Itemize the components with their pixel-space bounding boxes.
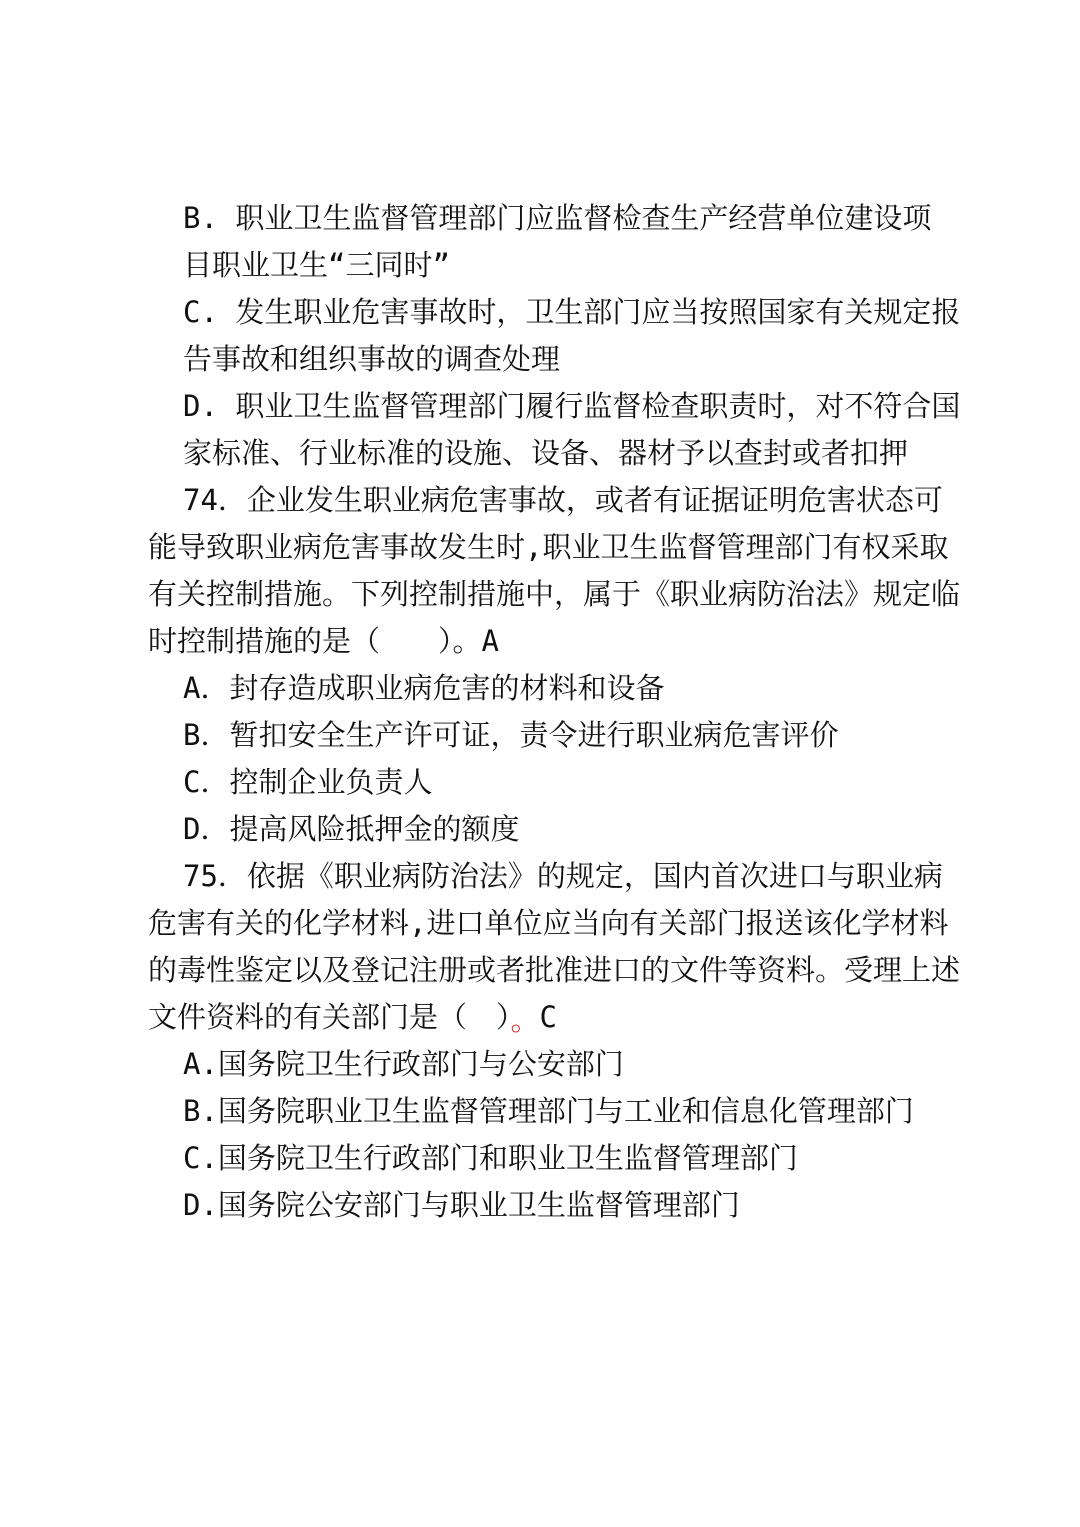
option-label: C． [183, 765, 230, 799]
q74-option-d [148, 806, 1008, 853]
option-label: B. [183, 1094, 218, 1128]
question-number: 75． [183, 859, 247, 893]
option-text: 国务院职业卫生监督管理部门与工业和信息化管理部门 [217, 1094, 914, 1128]
stem-line [148, 524, 1008, 571]
answer-key: C [539, 1000, 557, 1034]
stem-text: 的毒性鉴定以及登记注册或者批准进口的文件等资料。受理上述 [148, 953, 961, 987]
stem-text: 危害有关的化学材料,进口单位应当向有关部门报送该化学材料 [148, 906, 949, 940]
stem-text: 企业发生职业病危害事故，或者有证据证明危害状态可 [246, 483, 943, 517]
q75-option-d [148, 1182, 1008, 1229]
option-text: 国务院公安部门与职业卫生监督管理部门 [217, 1188, 740, 1222]
q74-option-a [148, 665, 1008, 712]
option-line [148, 195, 1008, 242]
q75-option-b [148, 1088, 1008, 1135]
document-body [148, 195, 1008, 1229]
option-line [148, 242, 1008, 289]
stem-line [148, 947, 1008, 994]
q75-option-a [148, 1041, 1008, 1088]
stem-line [148, 853, 1008, 900]
answer-mark: 。 [510, 1003, 540, 1037]
option-label: B. [183, 201, 236, 235]
q73-option-d [148, 383, 1008, 477]
option-text: 控制企业负责人 [229, 765, 433, 799]
option-label: D． [183, 812, 230, 846]
stem-line [148, 994, 1008, 1041]
option-line [148, 336, 1008, 383]
q73-option-c [148, 289, 1008, 383]
option-label: A． [183, 671, 230, 705]
option-text: 封存造成职业病危害的材料和设备 [229, 671, 665, 705]
option-label: A. [183, 1047, 218, 1081]
stem-text: 能导致职业病危害事故发生时,职业卫生监督管理部门有权采取 [148, 530, 949, 564]
option-text: 告事故和组织事故的调查处理 [183, 342, 561, 376]
q75-stem [148, 853, 1008, 1041]
option-text: 职业卫生监督管理部门应监督检查生产经营单位建设项 [235, 201, 932, 235]
q74-stem [148, 477, 1008, 665]
option-text: 发生职业危害事故时，卫生部门应当按照国家有关规定报 [235, 295, 961, 329]
option-label: D. [183, 389, 236, 423]
stem-line [148, 900, 1008, 947]
stem-text: 时控制措施的是（ ）。 [148, 624, 482, 658]
option-label: D. [183, 1188, 218, 1222]
option-line [148, 383, 1008, 430]
option-label: C. [183, 295, 236, 329]
option-line [148, 289, 1008, 336]
option-line [148, 430, 1008, 477]
option-text: 家标准、行业标准的设施、设备、器材予以查封或者扣押 [183, 436, 909, 470]
option-text: 国务院卫生行政部门与公安部门 [217, 1047, 624, 1081]
q75-options [148, 1041, 1008, 1229]
option-text: 国务院卫生行政部门和职业卫生监督管理部门 [217, 1141, 798, 1175]
stem-text: 依据《职业病防治法》的规定，国内首次进口与职业病 [246, 859, 943, 893]
q74-options [148, 665, 1008, 853]
q74-option-c [148, 759, 1008, 806]
q73-option-b [148, 195, 1008, 289]
question-number: 74． [183, 483, 247, 517]
stem-line [148, 571, 1008, 618]
stem-text: 文件资料的有关部门是（ ） [148, 1000, 511, 1034]
stem-line [148, 618, 1008, 665]
q74-option-b [148, 712, 1008, 759]
answer-key: A [481, 624, 499, 658]
option-label: B． [183, 718, 230, 752]
q75-option-c [148, 1135, 1008, 1182]
option-text: 提高风险抵押金的额度 [229, 812, 520, 846]
option-text: 暂扣安全生产许可证，责令进行职业病危害评价 [229, 718, 839, 752]
stem-line [148, 477, 1008, 524]
stem-text: 有关控制措施。下列控制措施中，属于《职业病防治法》规定临 [148, 577, 961, 611]
option-text: 目职业卫生“三同时” [183, 248, 450, 282]
option-text: 职业卫生监督管理部门履行监督检查职责时，对不符合国 [235, 389, 961, 423]
option-label: C. [183, 1141, 218, 1175]
